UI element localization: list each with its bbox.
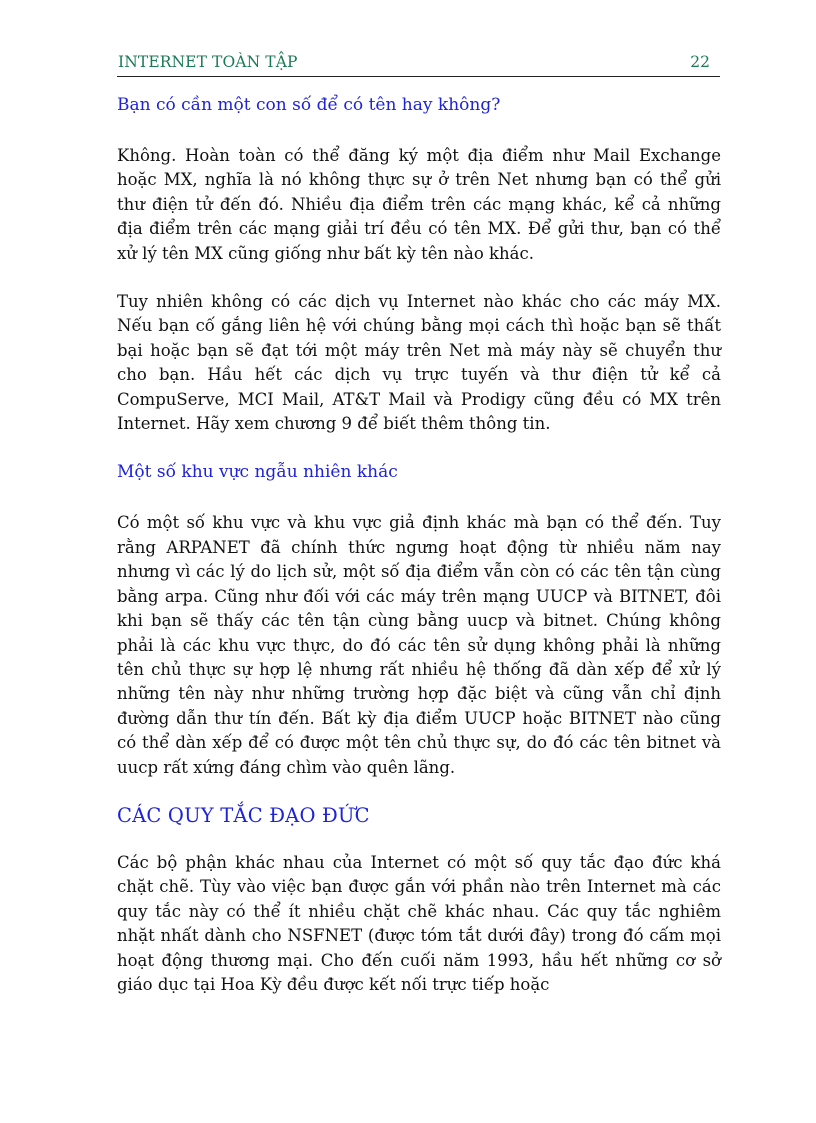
- book-title: INTERNET TOÀN TẬP: [118, 53, 298, 71]
- paragraph-mx-intro: Không. Hoàn toàn có thể đăng ký một địa điểm như Mail Exchange hoặc MX, nghĩa là nó không thực sự ở trên Net nhưng bạn có thể gửi thư điện tử đến đó. Nhiều địa điểm trên các mạng khác, kể cả những địa điểm trên các mạng giải trí đều có tên MX. Để gửi thư, bạn có thể xử lý tên MX cũng giống như bất kỳ tên nào khác.: [117, 146, 721, 263]
- section-heading-random-domains: Một số khu vực ngẫu nhiên khác: [117, 462, 398, 483]
- page-body: [117, 93, 721, 997]
- page-number: 22: [690, 53, 710, 71]
- section-heading-mx-name: Bạn có cần một con số để có tên hay không?: [117, 95, 501, 115]
- running-header: [117, 52, 720, 77]
- paragraph-ethics: Các bộ phận khác nhau của Internet có một số quy tắc đạo đức khá chặt chẽ. Tùy vào việc bạn được gắn với phần nào trên Internet mà các quy tắc này có thể ít nhiều chặt chẽ khác nhau. Các quy tắc nghiêm nhặt nhất dành cho NSFNET (được tóm tắt dưới đây) trong đó cấm mọi hoạt động thương mại. Cho đến cuối năm 1993, hầu hết những cơ sở giáo dục tại Hoa Kỳ đều được kết nối trực tiếp hoặc: [117, 852, 721, 994]
- section-heading-ethics: CÁC QUY TẮC ĐẠO ĐỨC: [117, 803, 370, 827]
- paragraph-mx-services: Tuy nhiên không có các dịch vụ Internet nào khác cho các máy MX. Nếu bạn cố gắng liên hệ với chúng bằng mọi cách thì hoặc bạn sẽ thất bại hoặc bạn sẽ đạt tới một máy trên Net mà máy này sẽ chuyển thư cho bạn. Hầu hết các dịch vụ trực tuyến và thư điện tử kể cả CompuServe, MCI Mail, AT&T Mail và Prodigy cũng đều có MX trên Internet. Hãy xem chương 9 để biết thêm thông tin.: [117, 292, 721, 434]
- paragraph-random-domains: Có một số khu vực và khu vực giả định khác mà bạn có thể đến. Tuy rằng ARPANET đã chính thức ngưng hoạt động từ nhiều năm nay nhưng vì các lý do lịch sử, một số địa điểm vẫn còn có các tên tận cùng bằng arpa. Cũng như đối với các máy trên mạng UUCP và BITNET, đôi khi bạn sẽ thấy các tên tận cùng bằng uucp và bitnet. Chúng không phải là các khu vực thực, do đó các tên sử dụng không phải là những tên chủ thực sự hợp lệ nhưng rất nhiều hệ thống đã dàn xếp để xử lý những tên này như những trường hợp đặc biệt và cũng vẫn chỉ định đường dẫn thư tín đến. Bất kỳ địa điểm UUCP hoặc BITNET nào cũng có thể dàn xếp để có được một tên chủ thực sự, do đó các tên bitnet và uucp rất xứng đáng chìm vào quên lãng.: [117, 513, 721, 777]
